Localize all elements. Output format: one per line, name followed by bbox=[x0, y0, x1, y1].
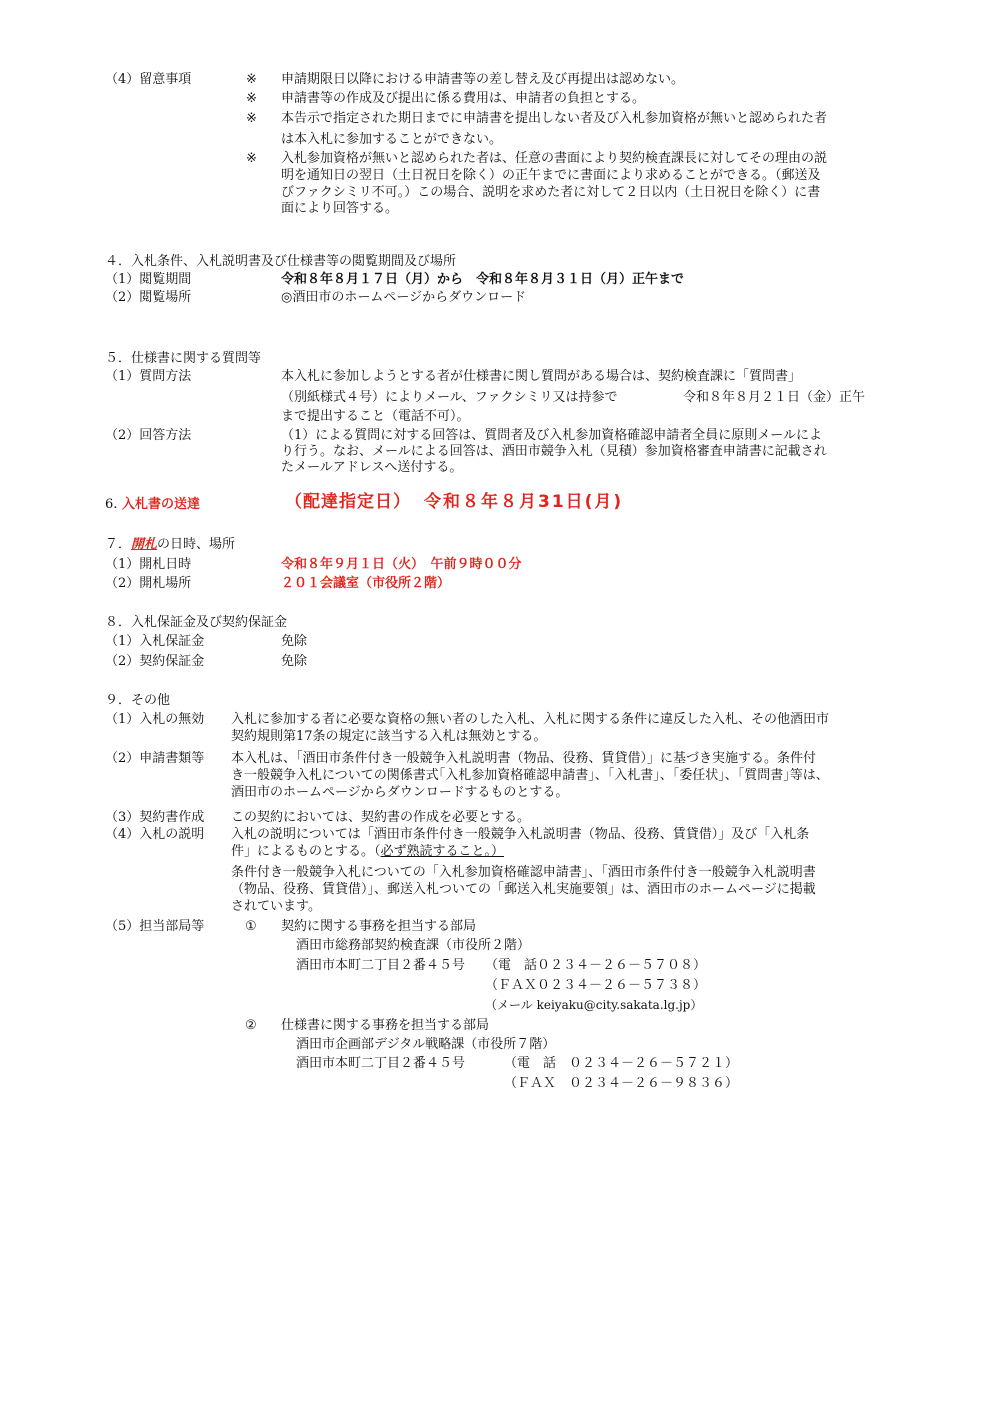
section-8-heading: ８．入札保証金及び契約保証金 bbox=[105, 615, 288, 630]
dept1-mail: （メール keiyaku@city.sakata.lg.jp） bbox=[485, 998, 703, 1012]
answer-method-line: り行う。なお、メールによる回答は、酒田市競争入札（見積）参加資格審査申請書に記載され bbox=[281, 444, 827, 459]
section-7-rest: の日時、場所 bbox=[157, 537, 236, 552]
dept-label: （5）担当部局等 bbox=[105, 919, 205, 934]
invalid-bid-line: 入札に参加する者に必要な資格の無い者のした入札、入札に関する条件に違反した入札、その他酒田市 bbox=[231, 712, 830, 727]
note-item: びファクシミリ不可。）この場合、説明を求めた者に対して２日以内（土日祝日を除く）に書 bbox=[281, 185, 821, 200]
viewing-period-value: 令和８年８月１７日（月）から 令和８年８月３１日（月）正午まで bbox=[281, 272, 685, 287]
viewing-place-value: ◎酒田市のホームページからダウンロード bbox=[281, 290, 527, 305]
contract-deposit-value: 免除 bbox=[281, 654, 308, 669]
delivery-date-label: （配達指定日） bbox=[285, 492, 411, 512]
explain-more-line: 条件付き一般競争入札についての「入札参加資格確認申請書」、「酒田市条件付き一般競争入札説明書 bbox=[231, 865, 816, 880]
dept2-name: 酒田市企画部デジタル戦略課（市役所７階） bbox=[296, 1037, 556, 1052]
question-method-line: 本入札に参加しようとする者が仕様書に関し質問がある場合は、契約検査課に「質問書」 bbox=[281, 369, 802, 384]
bid-deposit-value: 免除 bbox=[281, 634, 308, 649]
viewing-place-label: （2）閲覧場所 bbox=[105, 290, 192, 305]
invalid-bid-label: （1）入札の無効 bbox=[105, 712, 205, 727]
note-mark: ※ bbox=[246, 72, 257, 87]
opening-place-value: ２０１会議室（市役所２階） bbox=[281, 576, 451, 591]
dept2-address: 酒田市本町二丁目２番４５号 bbox=[296, 1056, 466, 1071]
question-method-line: まで提出すること（電話不可）。 bbox=[281, 409, 470, 424]
dept1-fax: （ＦＡＸ０２３４－２６－５７３８） bbox=[485, 978, 707, 993]
note-item: 申請期限日以降における申請書等の差し替え及び再提出は認めない。 bbox=[281, 72, 685, 87]
explain-line-pre: 件」によるものとする。（ bbox=[231, 844, 381, 859]
note-item: は本入札に参加することができない。 bbox=[281, 132, 503, 147]
dept1-name: 酒田市総務部契約検査課（市役所２階） bbox=[296, 938, 531, 953]
explain-more-line: （物品、役務、賃貸借）」、郵送入札ついての「郵送入札実施要領」は、酒田市のホームページに掲載 bbox=[231, 882, 816, 897]
note-item: 申請書等の作成及び提出に係る費用は、申請者の負担とする。 bbox=[281, 91, 646, 106]
explain-line bbox=[231, 843, 504, 860]
dept1-address: 酒田市本町二丁目２番４５号 bbox=[296, 958, 466, 973]
answer-method-line: たメールアドレスへ送付する。 bbox=[281, 460, 463, 475]
question-deadline: 令和８年８月２１日（金）正午 bbox=[683, 390, 866, 405]
opening-time-label: （1）開札日時 bbox=[105, 557, 192, 572]
invalid-bid-line: 契約規則第17条の規定に該当する入札は無効とする。 bbox=[231, 729, 547, 744]
dept1-number: ① bbox=[245, 919, 257, 934]
opening-time-value: 令和８年９月１日（火） 午前９時００分 bbox=[281, 557, 522, 572]
section-6-number: 6. bbox=[105, 497, 118, 512]
section-9-heading: ９．その他 bbox=[105, 693, 171, 708]
contract-doc-value: この契約においては、契約書の作成を必要とする。 bbox=[231, 810, 531, 825]
section-5-heading: ５．仕様書に関する質問等 bbox=[105, 351, 262, 366]
section-4-heading: ４．入札条件、入札説明書及び仕様書等の閲覧期間及び場所 bbox=[105, 254, 457, 269]
explain-line: 入札の説明については「酒田市条件付き一般競争入札説明書（物品、役務、賃貸借）」及び「入札条 bbox=[231, 827, 810, 842]
dept1-title: 契約に関する事務を担当する部局 bbox=[281, 919, 477, 934]
opening-place-label: （2）開札場所 bbox=[105, 576, 192, 591]
docs-line: 本入札は、「酒田市条件付き一般競争入札説明書（物品、役務、賃貸借）」に基づき実施する。条件付 bbox=[231, 751, 817, 766]
dept2-tel: （電 話 ０２３４－２６－５７２１） bbox=[504, 1056, 739, 1071]
note-item: 本告示で指定された期日までに申請書を提出しない者及び入札参加資格が無いと認められた者 bbox=[281, 111, 828, 126]
section-6-title: 入札書の送達 bbox=[122, 497, 201, 512]
section-7-key: 開札 bbox=[131, 537, 158, 552]
question-method-label: （1）質問方法 bbox=[105, 369, 192, 384]
explain-label: （4）入札の説明 bbox=[105, 827, 205, 842]
section-7-number: ７． bbox=[105, 537, 132, 552]
dept2-fax: （ＦＡＸ ０２３４－２６－９８３６） bbox=[504, 1076, 739, 1091]
answer-method-label: （2）回答方法 bbox=[105, 428, 192, 443]
notes-label: （4）留意事項 bbox=[105, 72, 192, 87]
contract-doc-label: （3）契約書作成 bbox=[105, 810, 205, 825]
note-item: 明を通知日の翌日（土日祝日を除く）の正午までに書面により求めることができる。（郵送及 bbox=[281, 168, 821, 183]
viewing-period-label: （1）閲覧期間 bbox=[105, 272, 192, 287]
contract-deposit-label: （2）契約保証金 bbox=[105, 654, 205, 669]
bid-deposit-label: （1）入札保証金 bbox=[105, 634, 205, 649]
explain-line-emphasis: 必ず熟読すること。） bbox=[380, 844, 505, 859]
answer-method-line: （1）による質問に対する回答は、質問者及び入札参加資格確認申請者全員に原則メールによ bbox=[281, 428, 823, 443]
note-item: 入札参加資格が無いと認められた者は、任意の書面により契約検査課長に対してその理由の説 bbox=[281, 151, 828, 166]
dept2-number: ② bbox=[245, 1018, 257, 1033]
delivery-date-value: 令和８年８月31日(月) bbox=[424, 492, 624, 512]
note-mark: ※ bbox=[246, 151, 257, 166]
docs-line: き一般競争入札についての関係書式｢入札参加資格確認申請書｣、｢入札書｣、｢委任状｣、｢質問書｣等は、 bbox=[231, 768, 829, 783]
dept2-title: 仕様書に関する事務を担当する部局 bbox=[281, 1018, 490, 1033]
section-7-heading bbox=[105, 536, 235, 553]
explain-more-line: されています。 bbox=[231, 899, 321, 914]
note-item: 面により回答する。 bbox=[281, 201, 399, 216]
question-method-line: （別紙様式４号）によりメール、ファクシミリ又は持参で bbox=[281, 390, 618, 405]
dept1-tel: （電 話０２３４－２６－５７０８） bbox=[485, 958, 707, 973]
docs-label: （2）申請書類等 bbox=[105, 751, 205, 766]
note-mark: ※ bbox=[246, 111, 257, 126]
note-mark: ※ bbox=[246, 91, 257, 106]
docs-line: 酒田市のホームページからダウンロードするものとする。 bbox=[231, 785, 569, 800]
